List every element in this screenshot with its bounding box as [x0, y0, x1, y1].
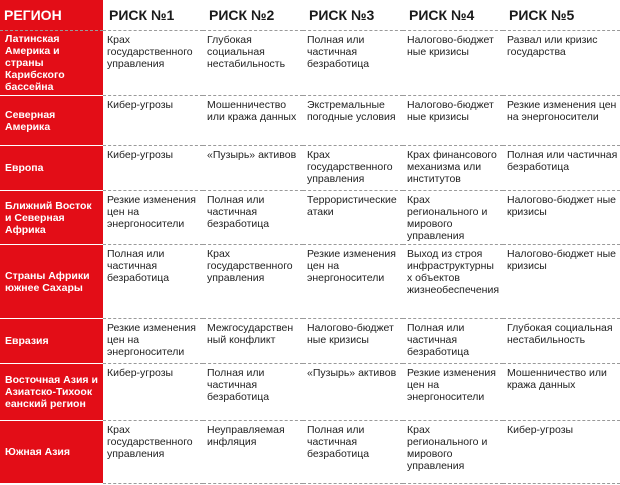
risk-cell: Полная или частичная безработица	[203, 364, 303, 421]
risk-cell: Налогово-бюджет ные кризисы	[303, 319, 403, 364]
risk-cell: Резкие изменения цен на энергоносители	[103, 191, 203, 245]
table-row	[0, 146, 620, 191]
risk-cell: Мошенничество или кража данных	[503, 364, 620, 421]
table-header-row	[0, 0, 620, 31]
region-cell: Евразия	[0, 319, 103, 364]
risk-cell: Крах регионального и мирового управления	[403, 191, 503, 245]
risk-cell: Кибер-угрозы	[103, 364, 203, 421]
table-row	[0, 421, 620, 484]
risk-cell: Резкие изменения цен на энергоносители	[403, 364, 503, 421]
risk-cell: Полная или частичная безработица	[303, 31, 403, 96]
risk-cell: Глубокая социальная нестабильность	[203, 31, 303, 96]
risk-cell: Налогово-бюджет ные кризисы	[403, 31, 503, 96]
risk-cell: Налогово-бюджет ные кризисы	[403, 96, 503, 146]
table-row	[0, 96, 620, 146]
risk-cell: Полная или частичная безработица	[203, 191, 303, 245]
risk-cell: Крах регионального и мирового управления	[403, 421, 503, 484]
risk-cell: Крах государственного управления	[103, 421, 203, 484]
risk-cell: Крах государственного управления	[103, 31, 203, 96]
table-row	[0, 31, 620, 96]
region-cell: Европа	[0, 146, 103, 191]
region-cell: Страны Африки южнее Сахары	[0, 245, 103, 319]
table-row	[0, 319, 620, 364]
risk-cell: Полная или частичная безработица	[303, 421, 403, 484]
risk-cell: Резкие изменения цен на энергоносители	[503, 96, 620, 146]
region-cell: Ближний Восток и Северная Африка	[0, 191, 103, 245]
table-row	[0, 364, 620, 421]
risk-cell: «Пузырь» активов	[203, 146, 303, 191]
risk-cell: Глубокая социальная нестабильность	[503, 319, 620, 364]
risk-cell: Крах финансового механизма или институтов	[403, 146, 503, 191]
risk-cell: Выход из строя инфраструктурны х объектов жизнеобеспечения	[403, 245, 503, 319]
risk-cell: Полная или частичная безработица	[403, 319, 503, 364]
header-risk-4: РИСК №4	[403, 0, 503, 31]
risk-cell: Налогово-бюджет ные кризисы	[503, 191, 620, 245]
region-cell: Южная Азия	[0, 421, 103, 484]
header-risk-5: РИСК №5	[503, 0, 620, 31]
risk-cell: Развал или кризис государства	[503, 31, 620, 96]
risk-cell: Экстремальные погодные условия	[303, 96, 403, 146]
risk-cell: «Пузырь» активов	[303, 364, 403, 421]
risk-cell: Неуправляемая инфляция	[203, 421, 303, 484]
risk-cell: Межгосударствен ный конфликт	[203, 319, 303, 364]
header-risk-2: РИСК №2	[203, 0, 303, 31]
risk-cell: Полная или частичная безработица	[503, 146, 620, 191]
risk-cell: Мошенничество или кража данных	[203, 96, 303, 146]
risk-cell: Террористические атаки	[303, 191, 403, 245]
region-cell: Латинская Америка и страны Карибского бассейна	[0, 31, 103, 96]
table-row	[0, 191, 620, 245]
header-risk-3: РИСК №3	[303, 0, 403, 31]
risk-cell: Резкие изменения цен на энергоносители	[303, 245, 403, 319]
risk-cell: Крах государственного управления	[203, 245, 303, 319]
region-cell: Восточная Азия и Азиатско-Тихоок еанский регион	[0, 364, 103, 421]
header-risk-1: РИСК №1	[103, 0, 203, 31]
risk-cell: Крах государственного управления	[303, 146, 403, 191]
header-region: РЕГИОН	[0, 0, 103, 31]
risk-cell: Налогово-бюджет ные кризисы	[503, 245, 620, 319]
risk-cell: Резкие изменения цен на энергоносители	[103, 319, 203, 364]
risk-cell: Кибер-угрозы	[103, 146, 203, 191]
risk-cell: Кибер-угрозы	[103, 96, 203, 146]
table-row	[0, 245, 620, 319]
region-cell: Северная Америка	[0, 96, 103, 146]
risk-cell: Кибер-угрозы	[503, 421, 620, 484]
risk-cell: Полная или частичная безработица	[103, 245, 203, 319]
